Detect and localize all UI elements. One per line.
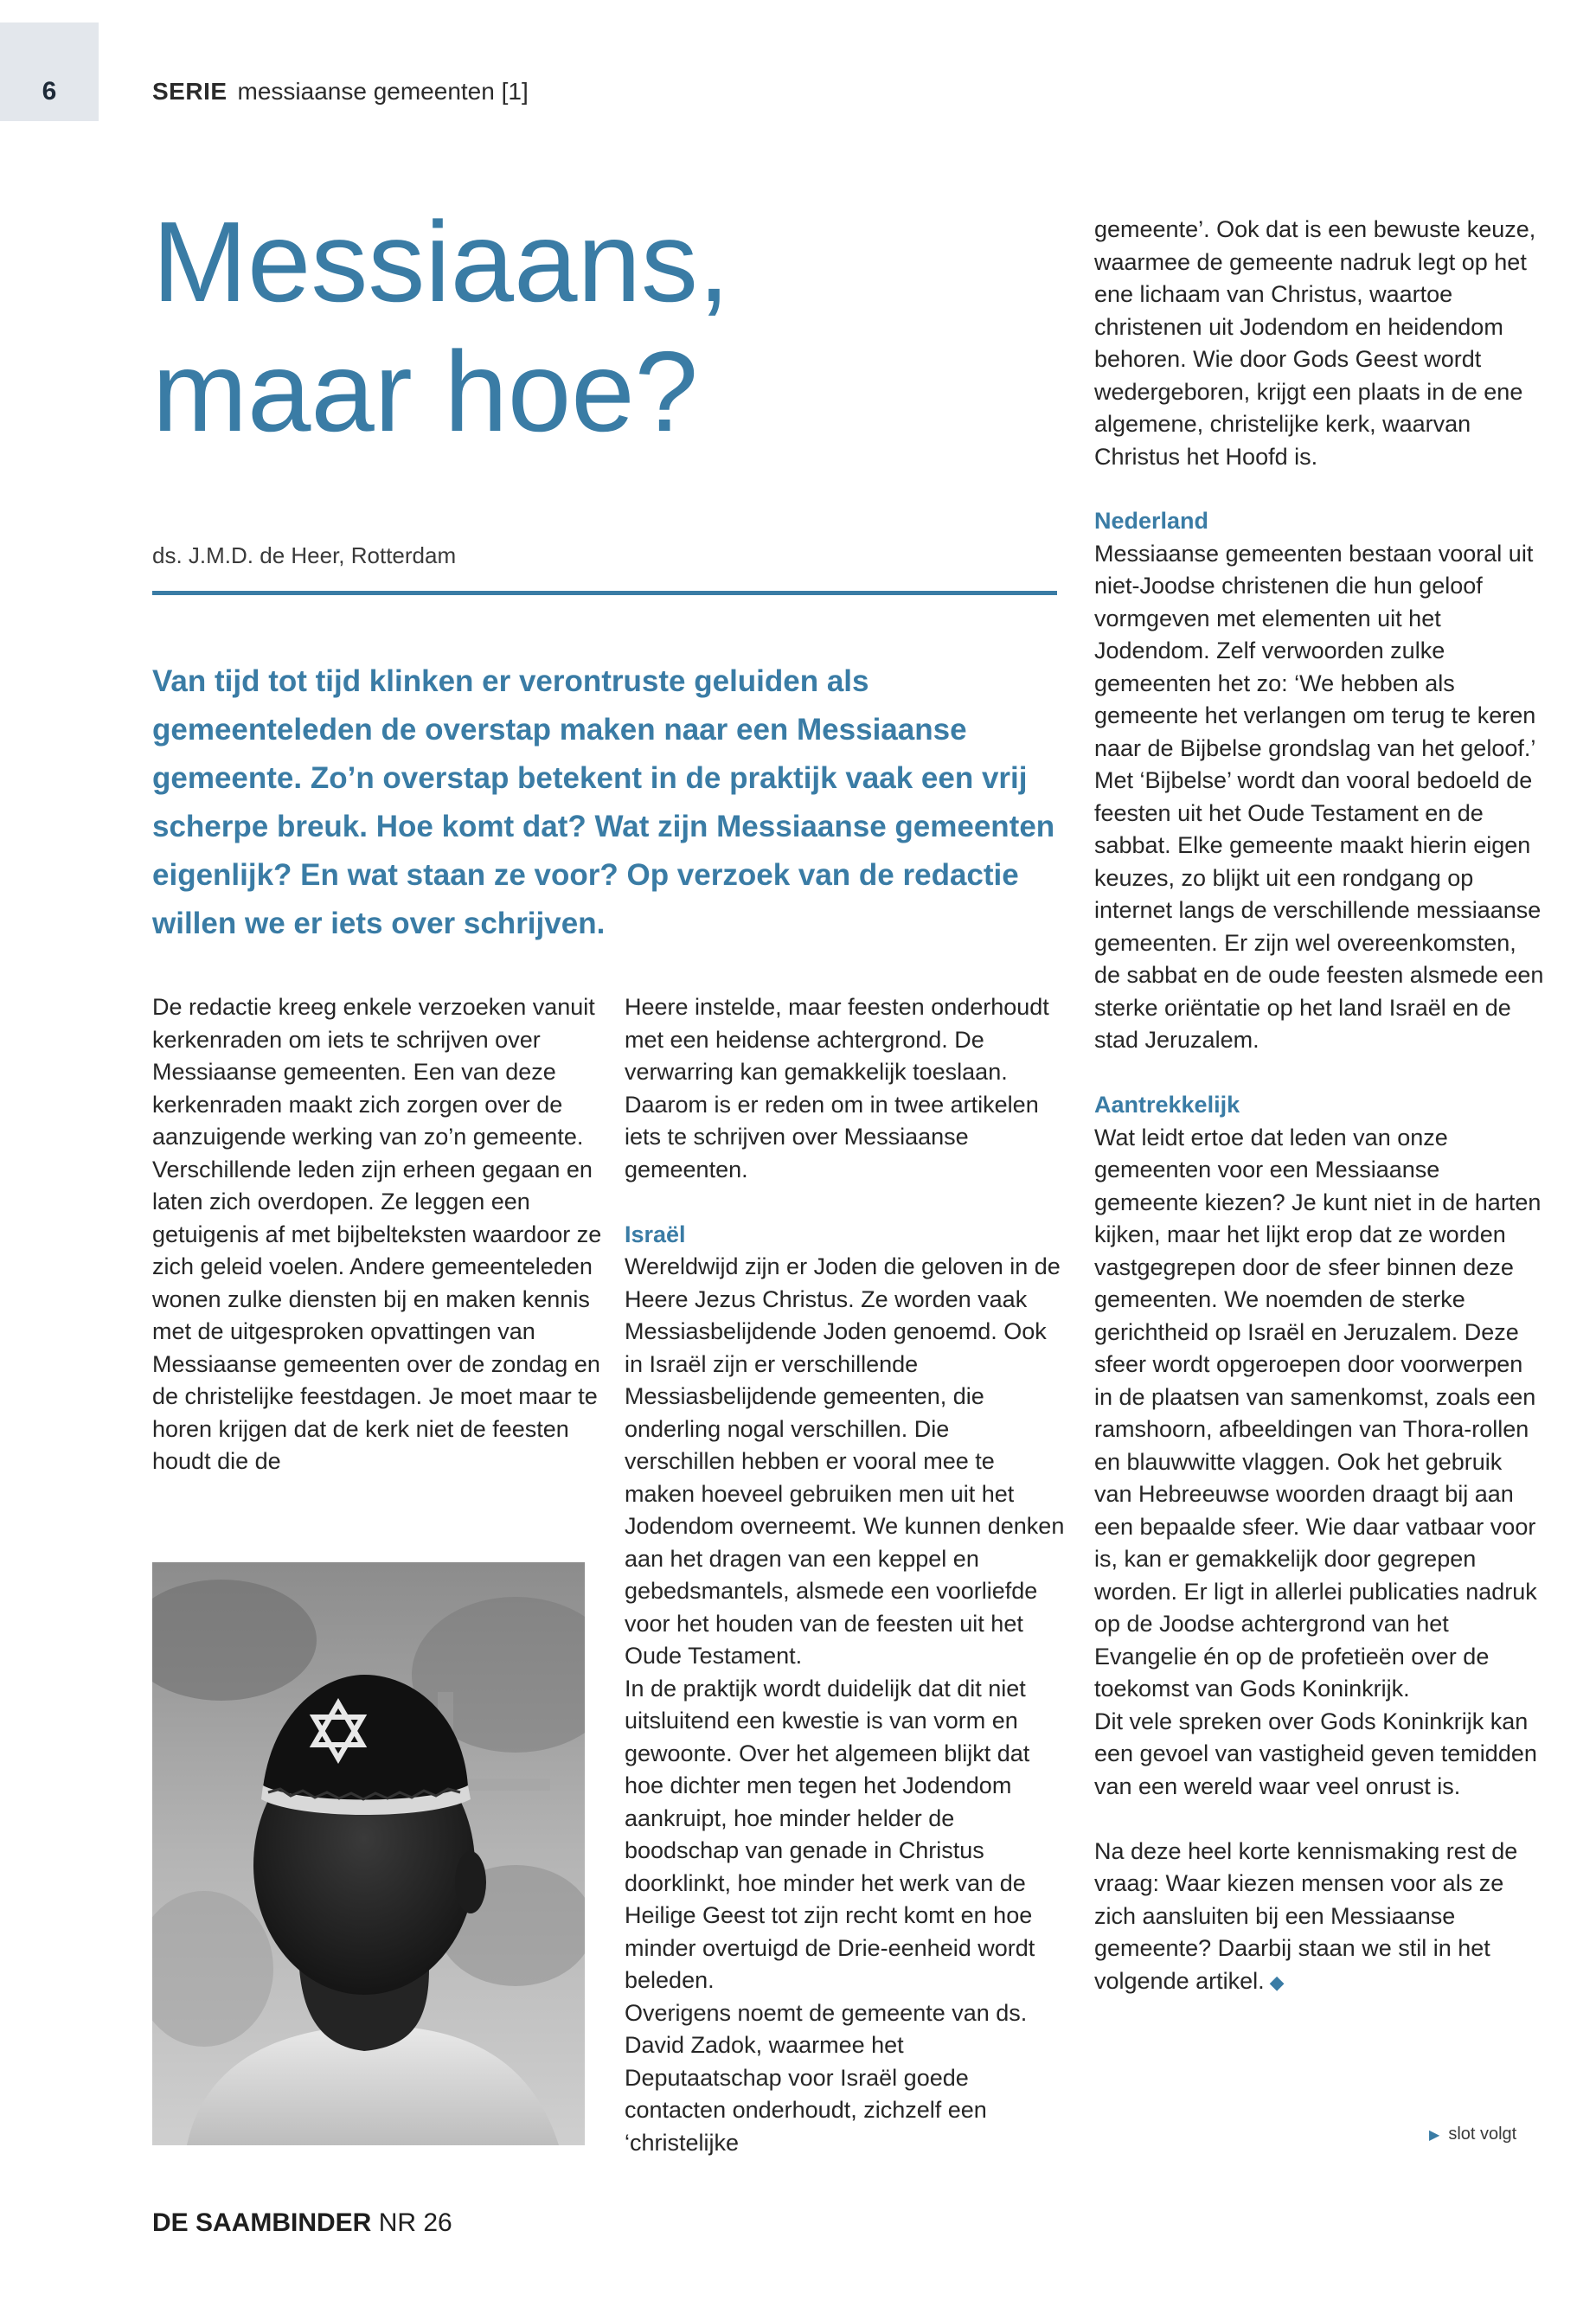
body-paragraph: Messiaanse gemeenten bestaan vooral uit niet-Joodse christenen die hun geloof vormgeven met elementen uit het Jodendom. Zelf verwoorden zulke gemeenten het zo: ‘We hebben als gemeente het verlangen om terug te keren naar de Bijbelse grondslag van het geloof.’ Met ‘Bijbelse’ wordt dan vooral bedoeld de feesten uit het Oude Testament en de sabbat. Elke gemeente maakt hierin eigen keuzes, zo blijkt uit een rondgang op internet langs de verschillende messiaanse gemeenten. Er zijn wel overeenkomsten, de sabbat en de oude feesten alsmede een sterke oriëntatie op het land Israël en de stad Jeruzalem. xyxy=(1094,540,1544,1053)
body-paragraph: In de praktijk wordt duidelijk dat dit niet uitsluitend een kwestie is van vorm en gewoonte. Over het algemeen blijkt dat hoe dichter men tegen het Jodendom aankruipt, hoe minder helder de boodschap van genade in Christus doorklinkt, hoe minder het werk van de Heilige Geest tot zijn recht komt en hoe minder overtuigd de Drie-eenheid wordt beleden. xyxy=(625,1675,1035,1993)
body-paragraph: Overigens noemt de gemeente van ds. David Zadok, waarmee het Deputaatschap voor Israël goede contacten onderhoudt, zichzelf een ‘christelijke xyxy=(625,1999,1028,2156)
column-1 xyxy=(152,991,602,1478)
continued-label: slot volgt xyxy=(1448,2125,1517,2144)
triangle-right-icon: ▶ xyxy=(1429,2128,1440,2143)
byline: ds. J.M.D. de Heer, Rotterdam xyxy=(152,542,457,568)
series-label: SERIE xyxy=(152,78,228,105)
title-line-1: Messiaans, xyxy=(152,198,730,325)
series-header xyxy=(152,74,529,109)
final-text: Na deze heel korte kennismaking rest de vraag: Waar kiezen mensen voor als ze zich aansluiten bij een Messiaanse gemeente? Daarbij staan we stil in het volgende artikel. xyxy=(1094,1837,1518,1994)
intro-paragraph: Van tijd tot tijd klinken er verontruste geluiden als gemeenteleden de overstap maken naar een Messiaanse gemeente. Zo’n overstap betekent in de praktijk vaak een vrij scherpe breuk. Hoe komt dat? Wat zijn Messiaanse gemeenten eigenlijk? En wat staan ze voor? Op verzoek van de redactie willen we er iets over schrijven. xyxy=(152,664,1055,940)
title-line-2: maar hoe? xyxy=(152,328,699,455)
series-title: messiaanse gemeenten [1] xyxy=(237,78,529,105)
subheading-israel: Israël xyxy=(625,1221,686,1247)
photo-illustration xyxy=(152,1562,585,2145)
photo-man-with-kippah xyxy=(152,1562,585,2145)
magazine-name: DE SAAMBINDER xyxy=(152,2208,372,2237)
body-paragraph: De redactie kreeg enkele verzoeken vanuit kerkenraden om iets te schrijven over Messiaanse gemeenten. Een van deze kerkenraden maakt zich zorgen over de aanzuigende werking van zo’n gemeente. Verschillende leden zijn erheen gegaan en laten zich overdopen. Ze leggen een getuigenis af met bijbelteksten waardoor ze zich geleid voelen. Andere gemeenteleden wonen zulke diensten bij en maken kennis met de uitgesproken opvattingen van Messiaanse gemeenten over de zondag en de christelijke feestdagen. Je moet maar te horen krijgen dat de kerk niet de feesten houdt die de xyxy=(152,994,602,1474)
end-diamond-icon: ◆ xyxy=(1269,1971,1285,1993)
issue-number: NR 26 xyxy=(378,2208,452,2237)
article-title xyxy=(152,197,1017,457)
footer xyxy=(152,2204,452,2242)
column-2 xyxy=(625,991,1066,2159)
body-paragraph: Heere instelde, maar feesten onderhoudt met een heidense achtergrond. De verwarring kan gemakkelijk toeslaan. Daarom is er reden om in twee artikelen iets te schrijven over Messiaanse gemeenten. xyxy=(625,994,1049,1183)
column-3 xyxy=(1094,505,1544,1998)
body-paragraph-final xyxy=(1094,1836,1544,1999)
subheading-nederland: Nederland xyxy=(1094,508,1209,534)
body-paragraph: Dit vele spreken over Gods Koninkrijk kan een gevoel van vastigheid geven temidden van een wereld waar veel onrust is. xyxy=(1094,1708,1537,1799)
page-number: 6 xyxy=(42,77,57,106)
body-paragraph: Wereldwijd zijn er Joden die geloven in de Heere Jezus Christus. Ze worden vaak Messiasbelijdende Joden genoemd. Ook in Israël zijn er verschillende Messiasbelijdende gemeenten, die onderling nogal verschillen. Die verschillen hebben er vooral mee te maken hoeveel gebruiken men uit het Jodendom overneemt. We kunnen denken aan het dragen van een keppel en gebedsmantels, alsmede een voorliefde voor het houden van de feesten uit het Oude Testament. xyxy=(625,1253,1065,1669)
divider-rule xyxy=(152,591,1057,595)
body-paragraph: gemeente’. Ook dat is een bewuste keuze, waarmee de gemeente nadruk legt op het ene lichaam van Christus, waartoe christenen uit Jodendom en heidendom behoren. Wie door Gods Geest wordt wedergeboren, krijgt een plaats in de ene algemene, christelijke kerk, waarvan Christus het Hoofd is. xyxy=(1094,216,1536,470)
body-paragraph: Wat leidt ertoe dat leden van onze gemeenten voor een Messiaanse gemeente kiezen? Je kunt niet in de harten kijken, maar het lijkt erop dat ze worden vastgegrepen door de sfeer binnen deze gemeenten. We noemden de sterke gerichtheid op Israël en Jeruzalem. Deze sfeer wordt opgeroepen door voorwerpen in de plaatsen van samenkomst, zoals een ramshoorn, afbeeldingen van Thora-rollen en blauwwitte vlaggen. Ook het gebruik van Hebreeuwse woorden draagt bij aan een bepaalde sfeer. Wie daar vatbaar voor is, kan er gemakkelijk door gegrepen worden. Er ligt in allerlei publicaties nadruk op de Joodse achtergrond van het Evangelie én op de profetieën over de toekomst van Gods Koninkrijk. xyxy=(1094,1124,1542,1702)
continued-note xyxy=(1429,2121,1516,2149)
column-3-top xyxy=(1094,214,1544,473)
subheading-aantrekkelijk: Aantrekkelijk xyxy=(1094,1092,1240,1118)
